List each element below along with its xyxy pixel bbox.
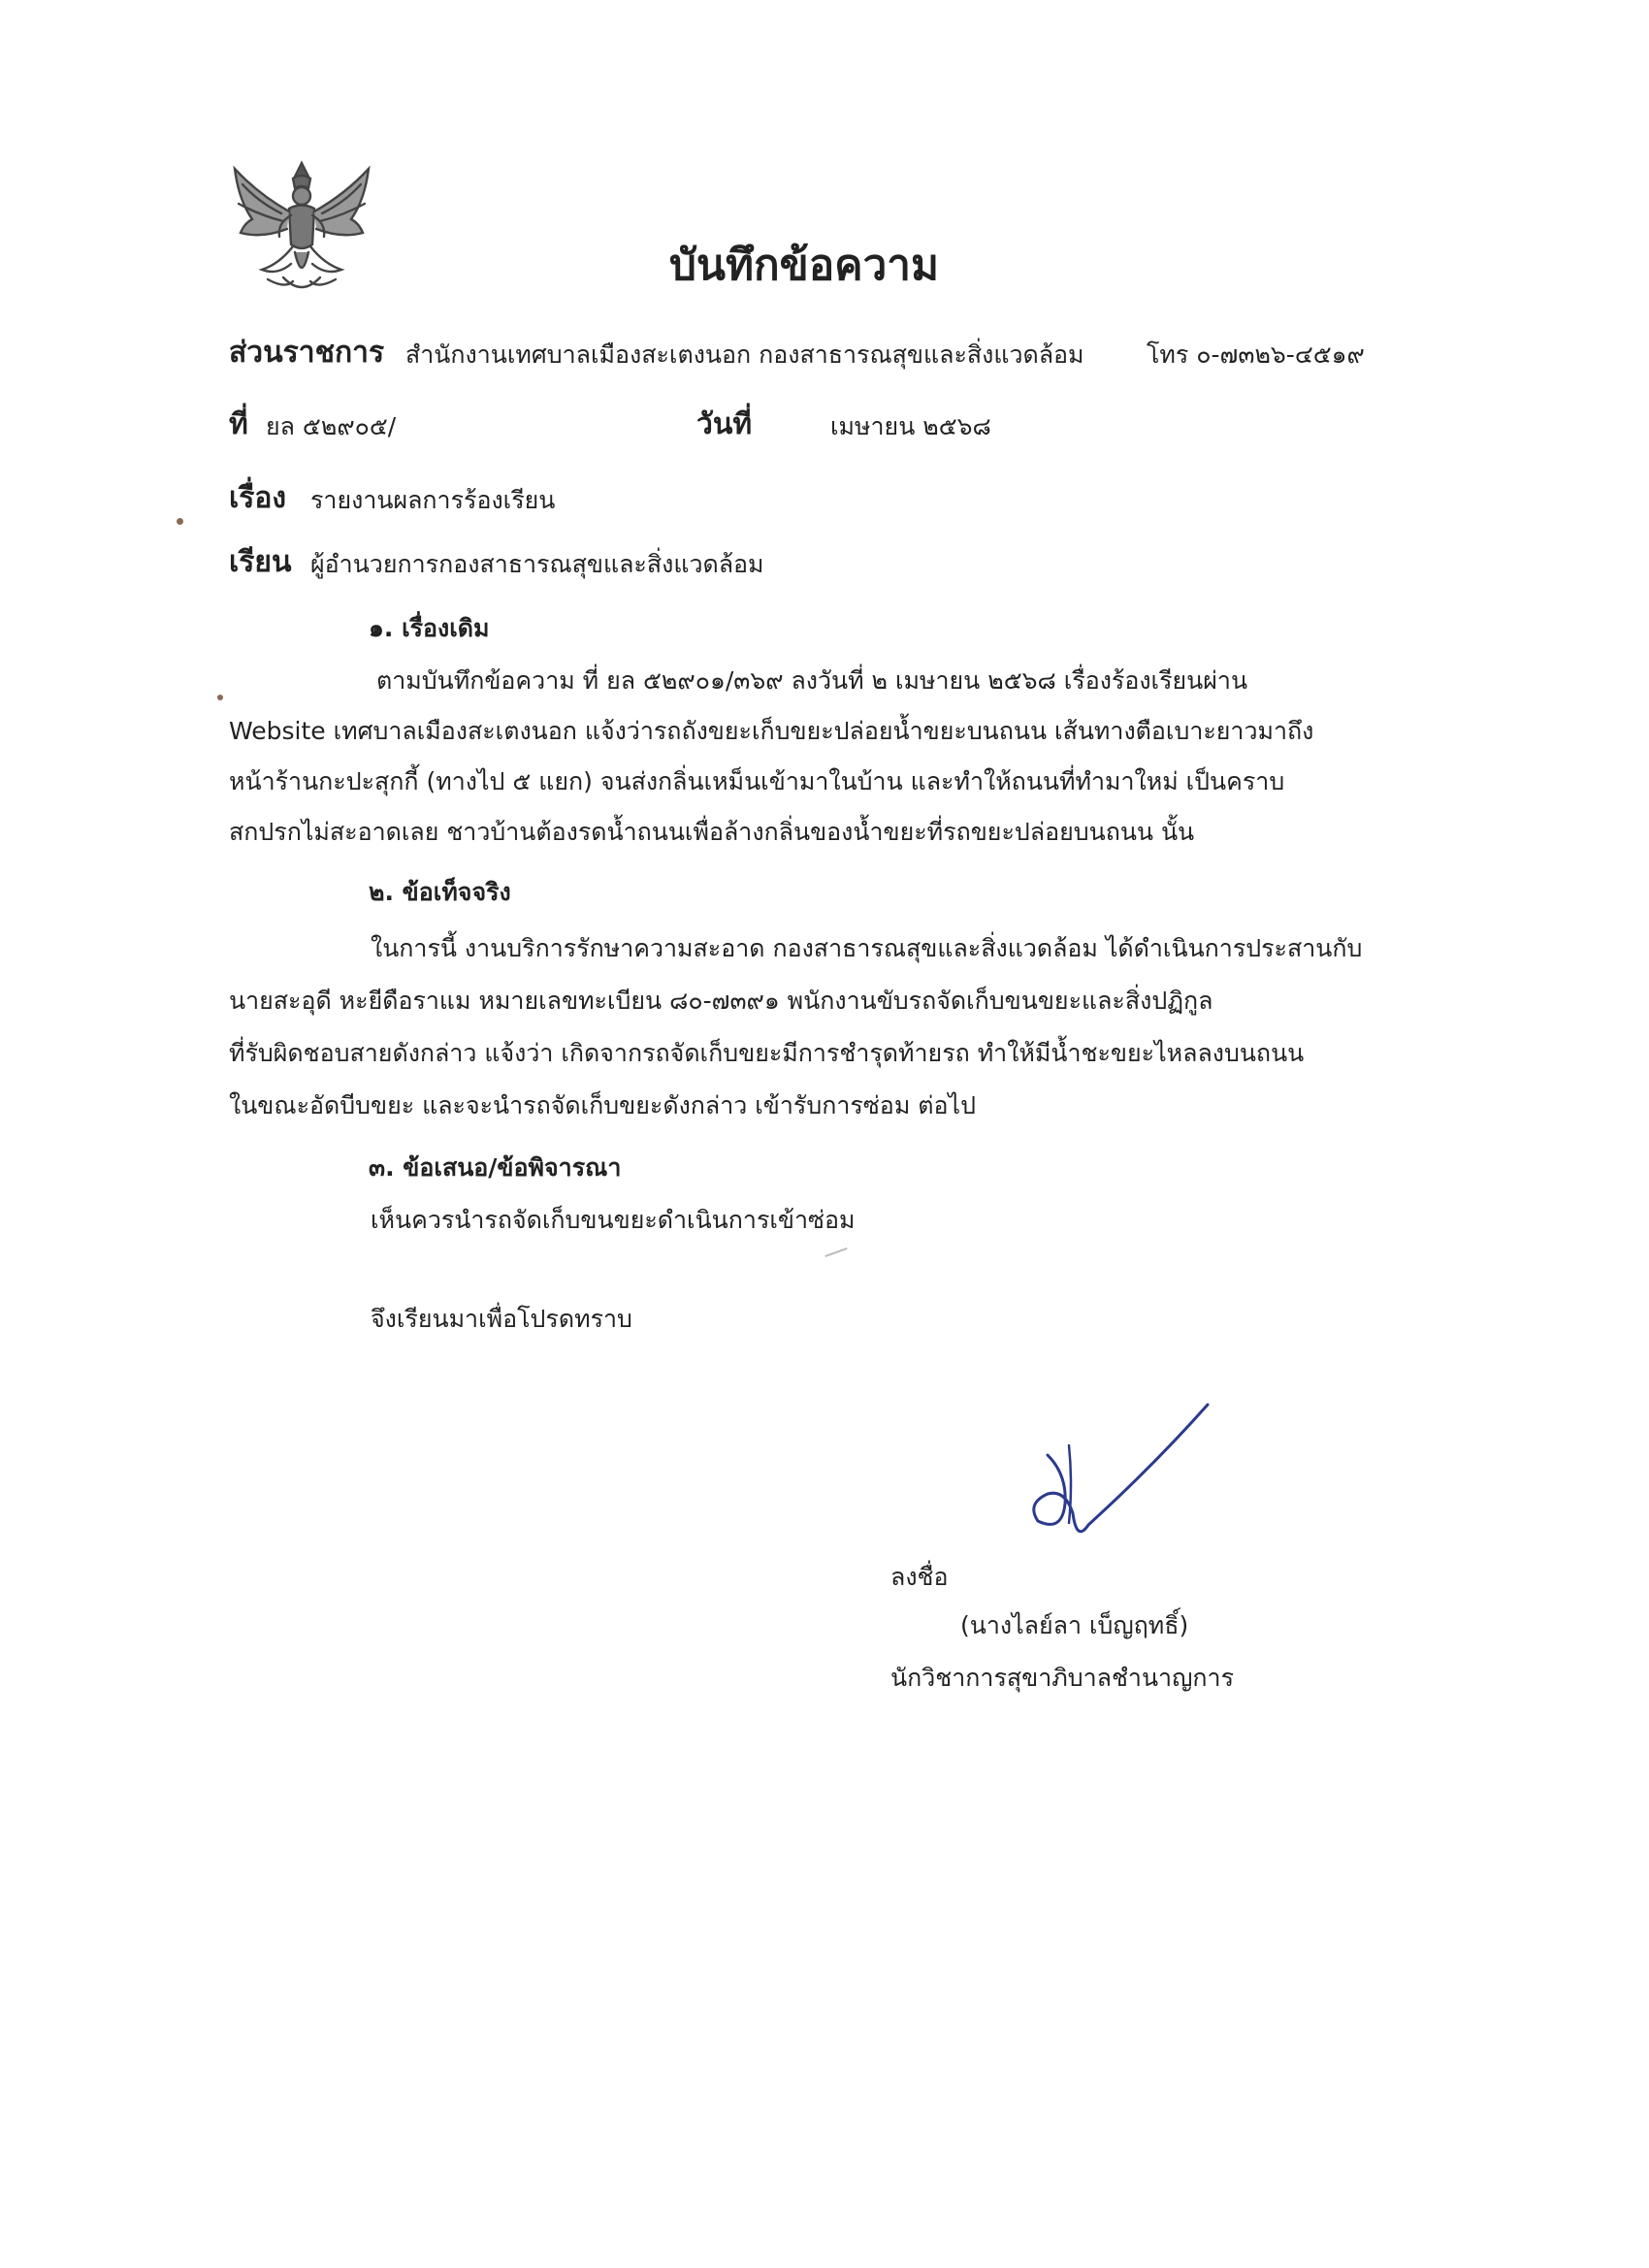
section-2-line: นายสะอุดี หะยีดือราแม หมายเลขทะเบียน ๘๐-๗๓๙๑ พนักงานขับรถจัดเก็บขนขยะและสิ่งปฏิกูล <box>229 987 1213 1015</box>
section-1-line: ตามบันทึกข้อความ ที่ ยล ๕๒๙๐๑/๓๖๙ ลงวันที่ ๒ เมษายน ๒๕๖๘ เรื่องร้องเรียนผ่าน <box>376 666 1248 695</box>
agency-row <box>229 330 384 375</box>
scan-speck <box>177 518 183 525</box>
subject-value: รายงานผลการร้องเรียน <box>310 486 556 514</box>
to-label: เรียน <box>229 545 292 579</box>
signer-position: นักวิชาการสุขาภิบาลชำนาญการ <box>890 1664 1235 1692</box>
date-value: เมษายน ๒๕๖๘ <box>830 412 991 440</box>
agency-value: สำนักงานเทศบาลเมืองสะเตงนอก กองสาธารณสุขและสิ่งแวดล้อม <box>405 340 1084 369</box>
closing-text: จึงเรียนมาเพื่อโปรดทราบ <box>371 1305 632 1333</box>
handwritten-signature-icon <box>1009 1397 1222 1571</box>
agency-phone: โทร ๐-๗๓๒๖-๔๕๑๙ <box>1147 340 1365 369</box>
section-2-line: ในการนี้ งานบริการรักษาความสะอาด กองสาธารณสุขและสิ่งแวดล้อม ได้ดำเนินการประสานกับ <box>371 934 1363 962</box>
section-2-line: ที่รับผิดชอบสายดังกล่าว แจ้งว่า เกิดจากรถจัดเก็บขยะมีการชำรุดท้ายรถ ทำให้มีน้ำชะขยะไหลลงบนถนน <box>229 1039 1305 1067</box>
garuda-emblem-icon <box>229 155 374 301</box>
section-1-heading: ๑. เรื่องเดิม <box>369 614 490 642</box>
ref-value: ยล ๕๒๙๐๕/ <box>266 412 397 440</box>
scan-mark <box>824 1247 847 1257</box>
sign-label: ลงชื่อ <box>890 1563 949 1591</box>
section-2-heading: ๒. ข้อเท็จจริง <box>369 878 511 906</box>
section-2-line: ในขณะอัดบีบขยะ และจะนำรถจัดเก็บขยะดังกล่าว เข้ารับการซ่อม ต่อไป <box>229 1091 976 1119</box>
agency-label: ส่วนราชการ <box>229 336 385 370</box>
date-label: วันที่ <box>696 407 753 441</box>
section-3-line: เห็นควรนำรถจัดเก็บขนขยะดำเนินการเข้าซ่อม <box>371 1206 856 1234</box>
section-1-line: สกปรกไม่สะอาดเลย ชาวบ้านต้องรดน้ำถนนเพื่อล้างกลิ่นของน้ำขยะที่รถขยะปล่อยบนถนน นั้น <box>229 818 1195 846</box>
section-3-heading: ๓. ข้อเสนอ/ข้อพิจารณา <box>369 1153 622 1182</box>
signer-name: (นางไลย์ลา เบ็ญฤทธิ์) <box>960 1611 1189 1639</box>
to-value: ผู้อำนวยการกองสาธารณสุขและสิ่งแวดล้อม <box>310 550 764 578</box>
scan-speck <box>217 695 223 700</box>
subject-label: เรื่อง <box>229 481 287 515</box>
section-1-line: Website เทศบาลเมืองสะเตงนอก แจ้งว่ารถถังขยะเก็บขยะปล่อยน้ำขยะบนถนน เส้นทางตือเบาะยาวมาถึง <box>229 717 1314 745</box>
memo-title: บันทึกข้อความ <box>669 241 940 290</box>
section-1-line: หน้าร้านกะปะสุกกี้ (ทางไป ๕ แยก) จนส่งกลิ่นเหม็นเข้ามาในบ้าน และทำให้ถนนที่ทำมาใหม่ เป็นคราบ <box>229 767 1285 795</box>
ref-label: ที่ <box>229 407 248 441</box>
